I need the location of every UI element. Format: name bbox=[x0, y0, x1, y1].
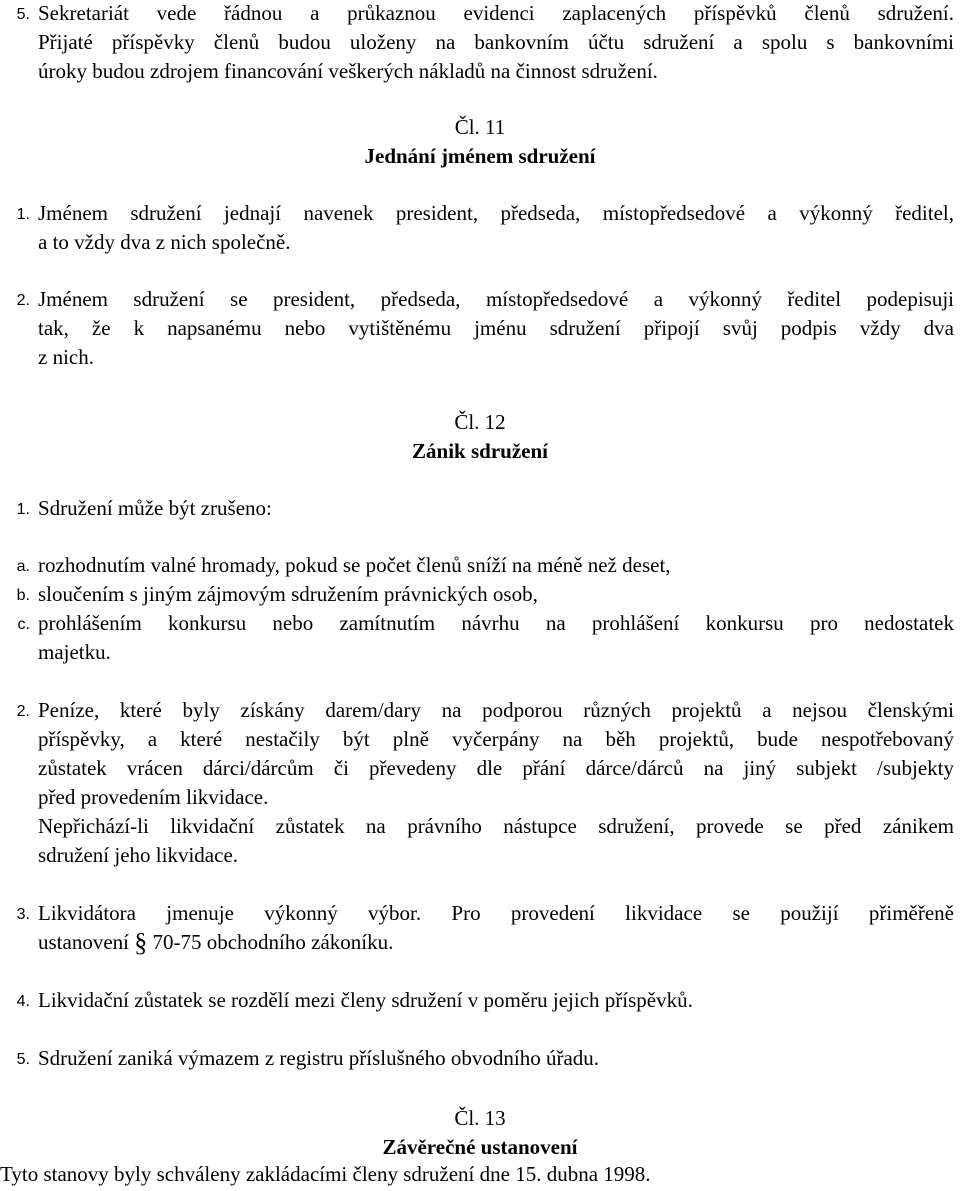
list-number: 2. bbox=[16, 703, 30, 720]
list-number: 2. bbox=[16, 292, 30, 309]
text-line: zůstatek vrácen dárci/dárcům či převedeny dle přání dárce/dárců na jiný subjekt /subjekty bbox=[38, 756, 954, 780]
closing-statement: Tyto stanovy byly schváleny zakládacími členy sdružení dne 15. dubna 1998. bbox=[0, 1162, 651, 1186]
section-sign: § bbox=[134, 928, 148, 957]
text-line: rozhodnutím valné hromady, pokud se počet členů sníží na méně než deset, bbox=[38, 553, 671, 577]
article-number: Čl. 13 bbox=[454, 1106, 506, 1130]
text-line: příspěvky, a které nestačily být plně vyčerpány na běh projektů, bude nespotřebovaný bbox=[38, 727, 954, 751]
text-line: sloučením s jiným zájmovým sdružením právnických osob, bbox=[38, 582, 538, 606]
text-line: Přijaté příspěvky členů budou uloženy na bankovním účtu sdružení a spolu s bankovními bbox=[38, 30, 954, 54]
text-line: z nich. bbox=[38, 345, 94, 369]
article-title: Zánik sdružení bbox=[412, 439, 548, 463]
text-line: Likvidační zůstatek se rozdělí mezi členy sdružení v poměru jejich příspěvků. bbox=[38, 988, 693, 1012]
list-number: 3. bbox=[16, 906, 30, 923]
text-fragment: ustanovení bbox=[38, 930, 129, 954]
text-line: a to vždy dva z nich společně. bbox=[38, 230, 291, 254]
list-number: 5. bbox=[16, 1051, 30, 1068]
text-line: Jménem sdružení jednají navenek president, předseda, místopředsedové a výkonný ředitel, bbox=[38, 201, 954, 225]
list-number: 5. bbox=[16, 6, 30, 23]
list-number: 1. bbox=[16, 206, 30, 223]
text-line: Jménem sdružení se president, předseda, místopředsedové a výkonný ředitel podepisuji bbox=[38, 287, 954, 311]
article-title: Jednání jménem sdružení bbox=[364, 144, 596, 168]
text-line: sdružení jeho likvidace. bbox=[38, 843, 239, 867]
list-letter: c. bbox=[17, 616, 30, 633]
article-title: Závěrečné ustanovení bbox=[382, 1135, 578, 1159]
list-letter: b. bbox=[16, 587, 30, 604]
article-number: Čl. 11 bbox=[454, 115, 506, 139]
text-line: Peníze, které byly získány darem/dary na podporou různých projektů a nejsou členskými bbox=[38, 698, 954, 722]
text-line: tak, že k napsanému nebo vytištěnému jménu sdružení připojí svůj podpis vždy dva bbox=[38, 316, 954, 340]
text-fragment: 70-75 obchodního zákoníku. bbox=[152, 930, 394, 954]
list-number: 4. bbox=[16, 993, 30, 1010]
text-line: majetku. bbox=[38, 640, 111, 664]
text-line: Sekretariát vede řádnou a průkaznou evidenci zaplacených příspěvků členů sdružení. bbox=[38, 1, 954, 25]
text-line: Sdružení může být zrušeno: bbox=[38, 496, 272, 520]
text-line bbox=[38, 928, 954, 957]
text-line: prohlášením konkursu nebo zamítnutím návrhu na prohlášení konkursu pro nedostatek bbox=[38, 611, 954, 635]
list-letter: a. bbox=[16, 558, 30, 575]
text-line: Sdružení zaniká výmazem z registru příslušného obvodního úřadu. bbox=[38, 1046, 600, 1070]
text-line: Nepřichází-li likvidační zůstatek na právního nástupce sdružení, provede se před zánikem bbox=[38, 814, 954, 838]
article-number: Čl. 12 bbox=[454, 410, 506, 434]
list-number: 1. bbox=[16, 501, 30, 518]
text-line: před provedením likvidace. bbox=[38, 785, 269, 809]
text-line: Likvidátora jmenuje výkonný výbor. Pro provedení likvidace se použijí přiměřeně bbox=[38, 901, 954, 925]
text-line: úroky budou zdrojem financování veškerých nákladů na činnost sdružení. bbox=[38, 59, 658, 83]
